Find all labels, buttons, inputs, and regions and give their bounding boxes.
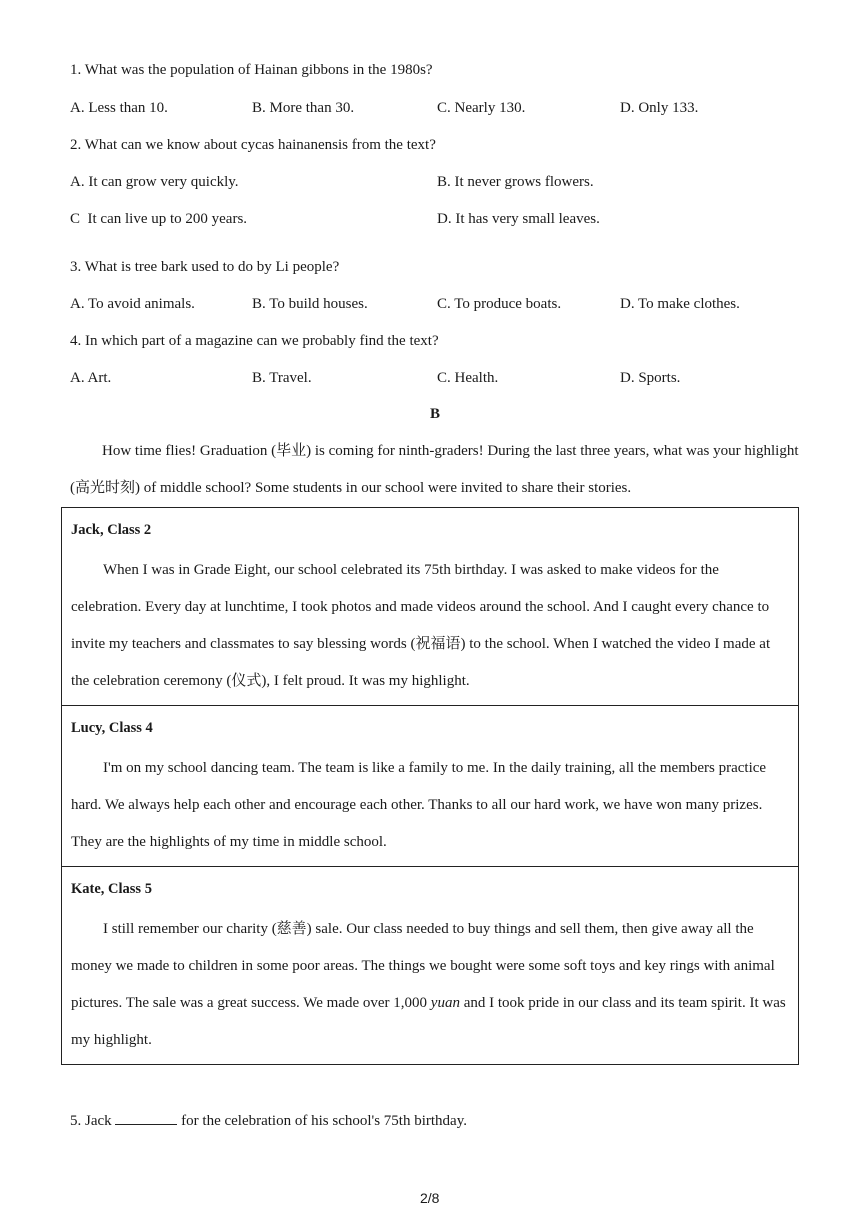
question-2-option-d: D. It has very small leaves. <box>437 211 600 227</box>
question-1-option-b: B. More than 30. <box>252 100 355 116</box>
question-5-prefix: 5. Jack <box>70 1113 112 1129</box>
question-5-suffix: for the celebration of his school's 75th birthday. <box>181 1113 467 1129</box>
question-2-option-a: A. It can grow very quickly. <box>70 174 239 190</box>
question-3-option-a: A. To avoid animals. <box>70 296 195 312</box>
story-text-part: and I took pride in our class and its team spirit. It was my highlight. <box>71 995 786 1048</box>
question-3-option-d: D. To make clothes. <box>620 296 740 312</box>
answer-blank[interactable] <box>115 1110 177 1125</box>
question-3-option-c: C. To produce boats. <box>437 296 562 312</box>
question-4-option-d: D. Sports. <box>620 370 681 386</box>
story-lucy <box>62 705 798 867</box>
question-4-option-b: B. Travel. <box>252 370 312 386</box>
story-text-italic: yuan <box>430 995 460 1011</box>
story-text-part: I still remember our charity (慈善) sale. Our class needed to buy things and sell them, then give away all the money we made to children in some poor areas. The things we bought were some soft toys and key rings with animal pictures. The sale was a great success. We made over 1,000 <box>71 921 775 1011</box>
story-name: Lucy, Class 4 <box>71 720 153 736</box>
story-name: Kate, Class 5 <box>71 881 152 897</box>
question-4-option-c: C. Health. <box>437 370 499 386</box>
question-5 <box>70 1110 467 1130</box>
question-1-stem: 1. What was the population of Hainan gibbons in the 1980s? <box>70 62 433 78</box>
section-intro: How time flies! Graduation (毕业) is coming for ninth-graders! During the last three years, what was your highlight (高光时刻) of middle school? Some students in our school were invited to share their stories. <box>70 443 799 496</box>
question-1-option-a: A. Less than 10. <box>70 100 168 116</box>
story-text <box>71 911 789 1059</box>
question-1-option-d: D. Only 133. <box>620 100 699 116</box>
story-name: Jack, Class 2 <box>71 522 152 538</box>
story-jack <box>62 508 798 705</box>
question-2-option-c: C It can live up to 200 years. <box>70 211 248 227</box>
question-2-option-b: B. It never grows flowers. <box>437 174 594 190</box>
page-number: 2/8 <box>420 1190 440 1206</box>
question-2-stem: 2. What can we know about cycas hainanensis from the text? <box>70 137 436 153</box>
question-3-stem: 3. What is tree bark used to do by Li people? <box>70 259 340 275</box>
question-4-option-a: A. Art. <box>70 370 112 386</box>
question-4-stem: 4. In which part of a magazine can we probably find the text? <box>70 333 439 349</box>
question-1-option-c: C. Nearly 130. <box>437 100 526 116</box>
story-text: I'm on my school dancing team. The team is like a family to me. In the daily training, all the members practice hard. We always help each other and encourage each other. Thanks to all our hard work, we have won many prizes. They are the highlights of my time in middle school. <box>71 760 767 850</box>
story-text: When I was in Grade Eight, our school celebrated its 75th birthday. I was asked to make videos for the celebration. Every day at lunchtime, I took photos and made videos around the school. And I caught every chance to invite my teachers and classmates to say blessing words (祝福语) to the school. When I watched the video I made at the celebration ceremony (仪式), I felt proud. It was my highlight. <box>71 562 771 689</box>
stories-box <box>61 507 799 1065</box>
section-heading: B <box>430 406 441 422</box>
question-3-option-b: B. To build houses. <box>252 296 368 312</box>
story-kate <box>62 866 798 1063</box>
